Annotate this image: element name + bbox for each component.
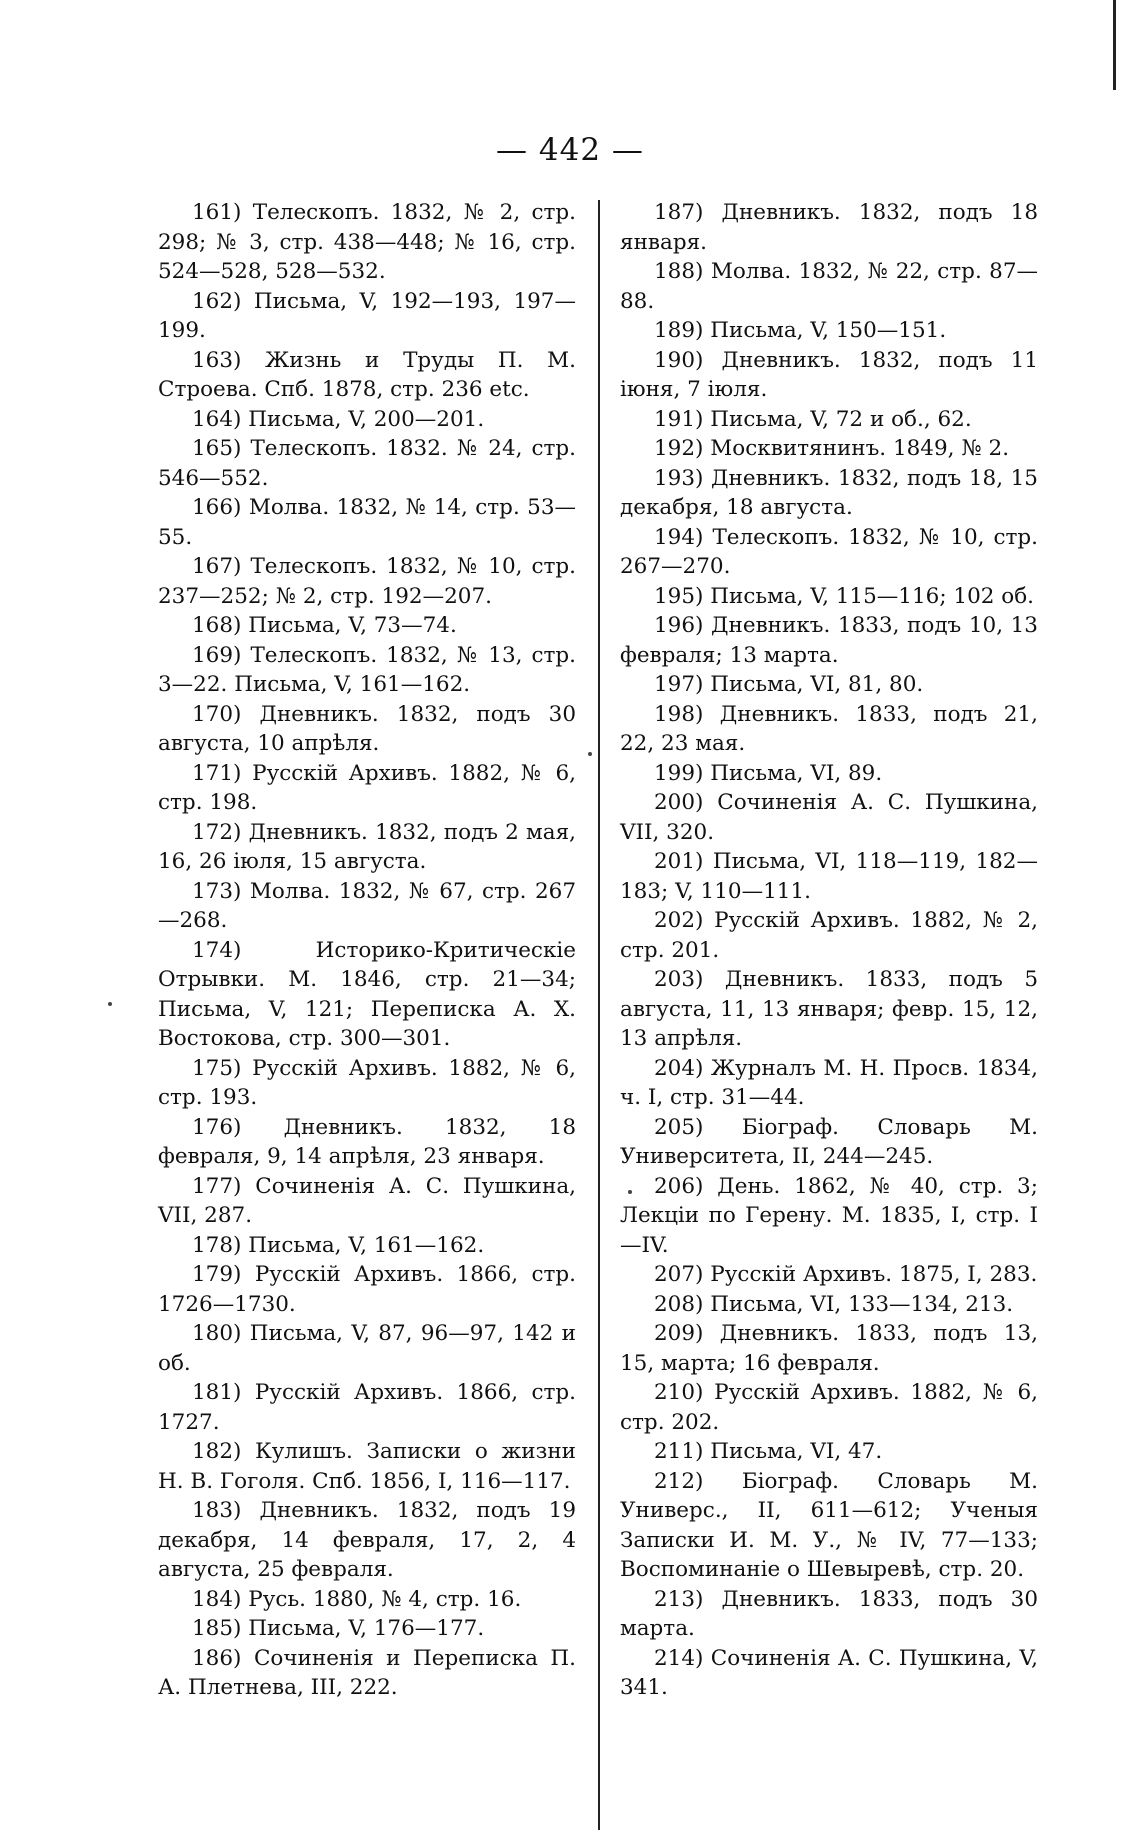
footnote-entry [620,1585,1038,1644]
footnote-entry [620,257,1038,316]
footnote-entry [620,523,1038,582]
footnote-number: 166) [192,495,242,520]
footnote-text: Дневникъ. 1833, подъ 30 марта. [620,1586,1038,1641]
footnote-number: 202) [654,908,704,933]
footnote-entry [158,818,576,877]
footnote-entry [620,611,1038,670]
page-number: — 442 — [496,132,644,168]
footnote-entry [620,906,1038,965]
footnote-text: Журналъ М. Н. Просв. 1834, ч. I, стр. 31—44. [620,1055,1038,1110]
footnote-number: 192) [654,436,704,461]
footnote-number: 204) [654,1055,704,1081]
footnote-entry [620,1437,1038,1467]
footnote-number: 185) [192,1616,242,1641]
footnote-entry [158,434,576,493]
footnote-text: Сочиненія А. С. Пушкина, VII, 287. [158,1173,576,1228]
footnote-entry [620,788,1038,847]
footnote-entry [158,1437,576,1496]
footnote-entry [158,1054,576,1113]
footnote-text: Русскій Архивъ. 1866, стр. 1727. [158,1380,577,1435]
footnote-text: Письма, V, 161—162. [248,1232,485,1258]
footnote-text: Русскій Архивъ. 1882, № 6, стр. 198. [158,760,576,815]
footnote-text: Дневникъ. 1832, подъ 11 іюня, 7 іюля. [620,347,1038,402]
footnote-entry [158,405,576,435]
footnote-entry [620,346,1038,405]
footnote-text: Письма, V, 150—151. [710,318,947,343]
footnote-text: Телескопъ. 1832, № 2, стр. 298; № 3, стр. 438—448; № 16, стр. 524—528, 528—532. [158,200,576,284]
footnote-number: 181) [192,1380,242,1405]
footnote-entry [158,700,576,759]
footnote-text: Русскій Архивъ. 1882, № 6, стр. 202. [620,1380,1038,1435]
footnote-entry [620,405,1038,435]
footnote-text: Письма, V, 73—74. [248,613,457,638]
scan-speck [588,752,592,756]
footnote-number: 171) [192,760,242,786]
footnote-text: Біограф. Словарь М. Универс., II, 611—612; Ученыя Записки И. М. У., № IV, 77—133; Воспоминаніе о Шевыревѣ, стр. 20. [620,1468,1038,1582]
footnote-entry [158,1614,576,1644]
footnote-text: Письма, VI, 133—134, 213. [710,1291,1014,1317]
footnote-text: Дневникъ. 1833, подъ 13, 15, марта; 16 февраля. [620,1321,1038,1376]
footnote-number: 176) [192,1114,242,1140]
footnote-text: Письма, V, 115—116; 102 об. [710,583,1034,609]
footnote-number: 195) [654,583,704,609]
column-divider [598,200,600,1830]
footnote-text: Русскій Архивъ. 1875, I, 283. [710,1262,1038,1287]
footnote-text: Письма, V, 200—201. [248,406,485,432]
footnote-entry [620,1113,1038,1172]
footnote-number: 165) [192,436,242,461]
footnote-entry [158,877,576,936]
footnote-number: 189) [654,318,704,343]
footnote-number: 211) [654,1439,704,1464]
footnote-text: Біограф. Словарь М. Университета, II, 244—245. [620,1114,1038,1169]
footnote-entry [620,700,1038,759]
footnote-entry [158,346,576,405]
footnote-entry [620,1172,1038,1261]
footnote-text: Письма, V, 176—177. [248,1616,485,1641]
footnote-number: 201) [654,849,704,874]
footnote-entry [620,1319,1038,1378]
footnote-number: 212) [654,1468,704,1494]
footnote-text: День. 1862, № 40, стр. 3; Лекціи по Герену. М. 1835, I, стр. I—IV. [620,1173,1038,1258]
scan-speck [108,1002,112,1006]
right-column [620,198,1038,1703]
footnote-number: 183) [192,1498,242,1523]
footnote-entry [158,1113,576,1172]
footnote-text: Молва. 1832, № 14, стр. 53—55. [158,495,576,550]
footnote-text: Телескопъ. 1832, № 10, стр. 267—270. [620,524,1038,579]
footnote-text: Русскій Архивъ. 1882, № 2, стр. 201. [620,908,1038,963]
footnote-number: 196) [654,613,704,638]
footnote-number: 174) [192,937,242,963]
footnote-entry [158,1260,576,1319]
footnote-entry [158,611,576,641]
footnote-number: 187) [654,200,704,225]
footnote-number: 162) [192,288,242,314]
footnote-text: Письма, V, 72 и об., 62. [710,406,972,432]
footnote-number: 200) [654,790,704,815]
footnote-entry [620,847,1038,906]
footnote-number: 173) [192,878,242,904]
scan-edge-line [1113,0,1116,90]
footnote-text: Русь. 1880, № 4, стр. 16. [248,1586,522,1612]
footnote-text: Русскій Архивъ. 1882, № 6, стр. 193. [158,1055,576,1110]
footnote-number: 190) [654,347,704,373]
footnote-entry [620,198,1038,257]
footnote-entry [620,464,1038,523]
footnote-entry [158,759,576,818]
footnote-entry [158,1231,576,1261]
footnote-entry [158,1378,576,1437]
footnote-number: 209) [654,1321,704,1346]
footnote-text: Дневникъ. 1832, подъ 30 августа, 10 апрѣля. [158,701,576,756]
footnote-text: Дневникъ. 1833, подъ 21, 22, 23 мая. [620,701,1038,756]
footnote-number: 163) [192,347,242,373]
footnote-entry [158,936,576,1054]
footnote-number: 193) [654,465,704,491]
footnote-number: 182) [192,1439,242,1464]
footnote-entry [158,198,576,287]
footnote-entry [620,1260,1038,1290]
footnote-number: 177) [192,1173,242,1199]
footnote-number: 205) [654,1114,704,1140]
scan-speck [628,1190,632,1194]
footnote-number: 184) [192,1586,242,1612]
footnote-number: 208) [654,1291,704,1317]
footnote-text: Молва. 1832, № 67, стр. 267—268. [158,878,576,933]
footnote-text: Дневникъ. 1833, подъ 10, 13 февраля; 13 марта. [620,613,1038,668]
footnote-number: 210) [654,1380,704,1405]
footnote-number: 169) [192,642,242,668]
footnote-text: Русскій Архивъ. 1866, стр. 1726—1730. [158,1262,577,1317]
footnote-entry [620,316,1038,346]
footnote-number: 188) [654,259,704,284]
footnote-number: 194) [654,524,704,550]
footnote-number: 213) [654,1586,704,1612]
footnote-text: Дневникъ. 1832, подъ 19 декабря, 14 февраля, 17, 2, 4 августа, 25 февраля. [158,1498,576,1582]
footnote-entry [158,1496,576,1585]
footnote-text: Сочиненія А. С. Пушкина, VII, 320. [620,790,1038,845]
footnote-text: Письма, VI, 89. [710,760,883,786]
footnote-entry [620,1290,1038,1320]
footnote-entry [620,1467,1038,1585]
left-column [158,198,576,1703]
footnote-number: 207) [654,1262,704,1287]
footnote-text: Дневникъ. 1832, подъ 18, 15 декабря, 18 августа. [620,465,1038,520]
footnote-text: Письма, VI, 81, 80. [710,672,924,697]
footnote-text: Молва. 1832, № 22, стр. 87—88. [620,259,1038,314]
footnote-number: 172) [192,819,242,845]
footnote-number: 167) [192,554,242,579]
footnote-text: Кулишъ. Записки о жизни Н. В. Гоголя. Спб. 1856, I, 116—117. [158,1439,576,1494]
footnote-entry [620,1054,1038,1113]
footnote-text: Письма, VI, 47. [710,1439,883,1464]
footnote-text: Письма, V, 192—193, 197—199. [158,288,576,343]
footnote-number: 199) [654,760,704,786]
footnote-entry [620,670,1038,700]
footnote-entry [620,1644,1038,1703]
footnote-entry [158,1644,576,1703]
footnote-entry [620,582,1038,612]
footnote-entry [620,434,1038,464]
footnote-number: 203) [654,967,704,992]
footnote-text: Жизнь и Труды П. М. Строева. Спб. 1878, стр. 236 etc. [158,347,576,402]
footnote-text: Дневникъ. 1832, подъ 18 января. [620,200,1038,255]
footnote-text: Дневникъ. 1833, подъ 5 августа, 11, 13 января; февр. 15, 12, 13 апрѣля. [620,967,1039,1051]
footnote-number: 186) [192,1645,242,1671]
footnote-entry [158,1585,576,1615]
footnote-number: 175) [192,1055,242,1081]
footnote-text: Дневникъ. 1832, 18 февраля, 9, 14 апрѣля, 23 января. [158,1114,576,1169]
footnote-entry [158,287,576,346]
footnote-number: 191) [654,406,704,432]
footnote-number: 161) [192,200,242,225]
footnote-text: Телескопъ. 1832. № 24, стр. 546—552. [158,436,576,491]
footnote-number: 178) [192,1232,242,1258]
footnote-text: Письма, VI, 118—119, 182—183; V, 110—111. [620,849,1038,904]
footnote-text: Москвитянинъ. 1849, № 2. [710,436,1010,461]
footnote-entry [620,965,1038,1054]
footnote-entry [158,1172,576,1231]
footnote-text: Сочиненія А. С. Пушкина, V, 341. [620,1645,1038,1700]
footnote-number: 164) [192,406,242,432]
footnote-entry [620,759,1038,789]
footnote-number: 214) [654,1645,704,1671]
footnote-entry [620,1378,1038,1437]
footnote-number: 206) [654,1173,704,1199]
footnote-number: 179) [192,1262,242,1287]
footnote-entry [158,1319,576,1378]
footnote-entry [158,552,576,611]
footnote-number: 168) [192,613,242,638]
footnote-text: Телескопъ. 1832, № 10, стр. 237—252; № 2, стр. 192—207. [158,554,576,609]
footnote-text: Сочиненія и Переписка П. А. Плетнева, III, 222. [158,1645,576,1700]
footnote-text: Историко-Критическіе Отрывки. М. 1846, стр. 21—34; Письма, V, 121; Переписка А. Х. Востокова, стр. 300—301. [158,937,576,1051]
footnote-text: Письма, V, 87, 96—97, 142 и об. [158,1321,576,1376]
footnote-number: 197) [654,672,704,697]
footnote-entry [158,493,576,552]
footnote-number: 180) [192,1321,242,1346]
footnote-number: 198) [654,701,704,727]
footnote-text: Дневникъ. 1832, подъ 2 мая, 16, 26 іюля, 15 августа. [158,819,576,874]
footnote-entry [158,641,576,700]
footnote-text: Телескопъ. 1832, № 13, стр. 3—22. Письма, V, 161—162. [158,642,576,697]
footnote-number: 170) [192,701,242,727]
